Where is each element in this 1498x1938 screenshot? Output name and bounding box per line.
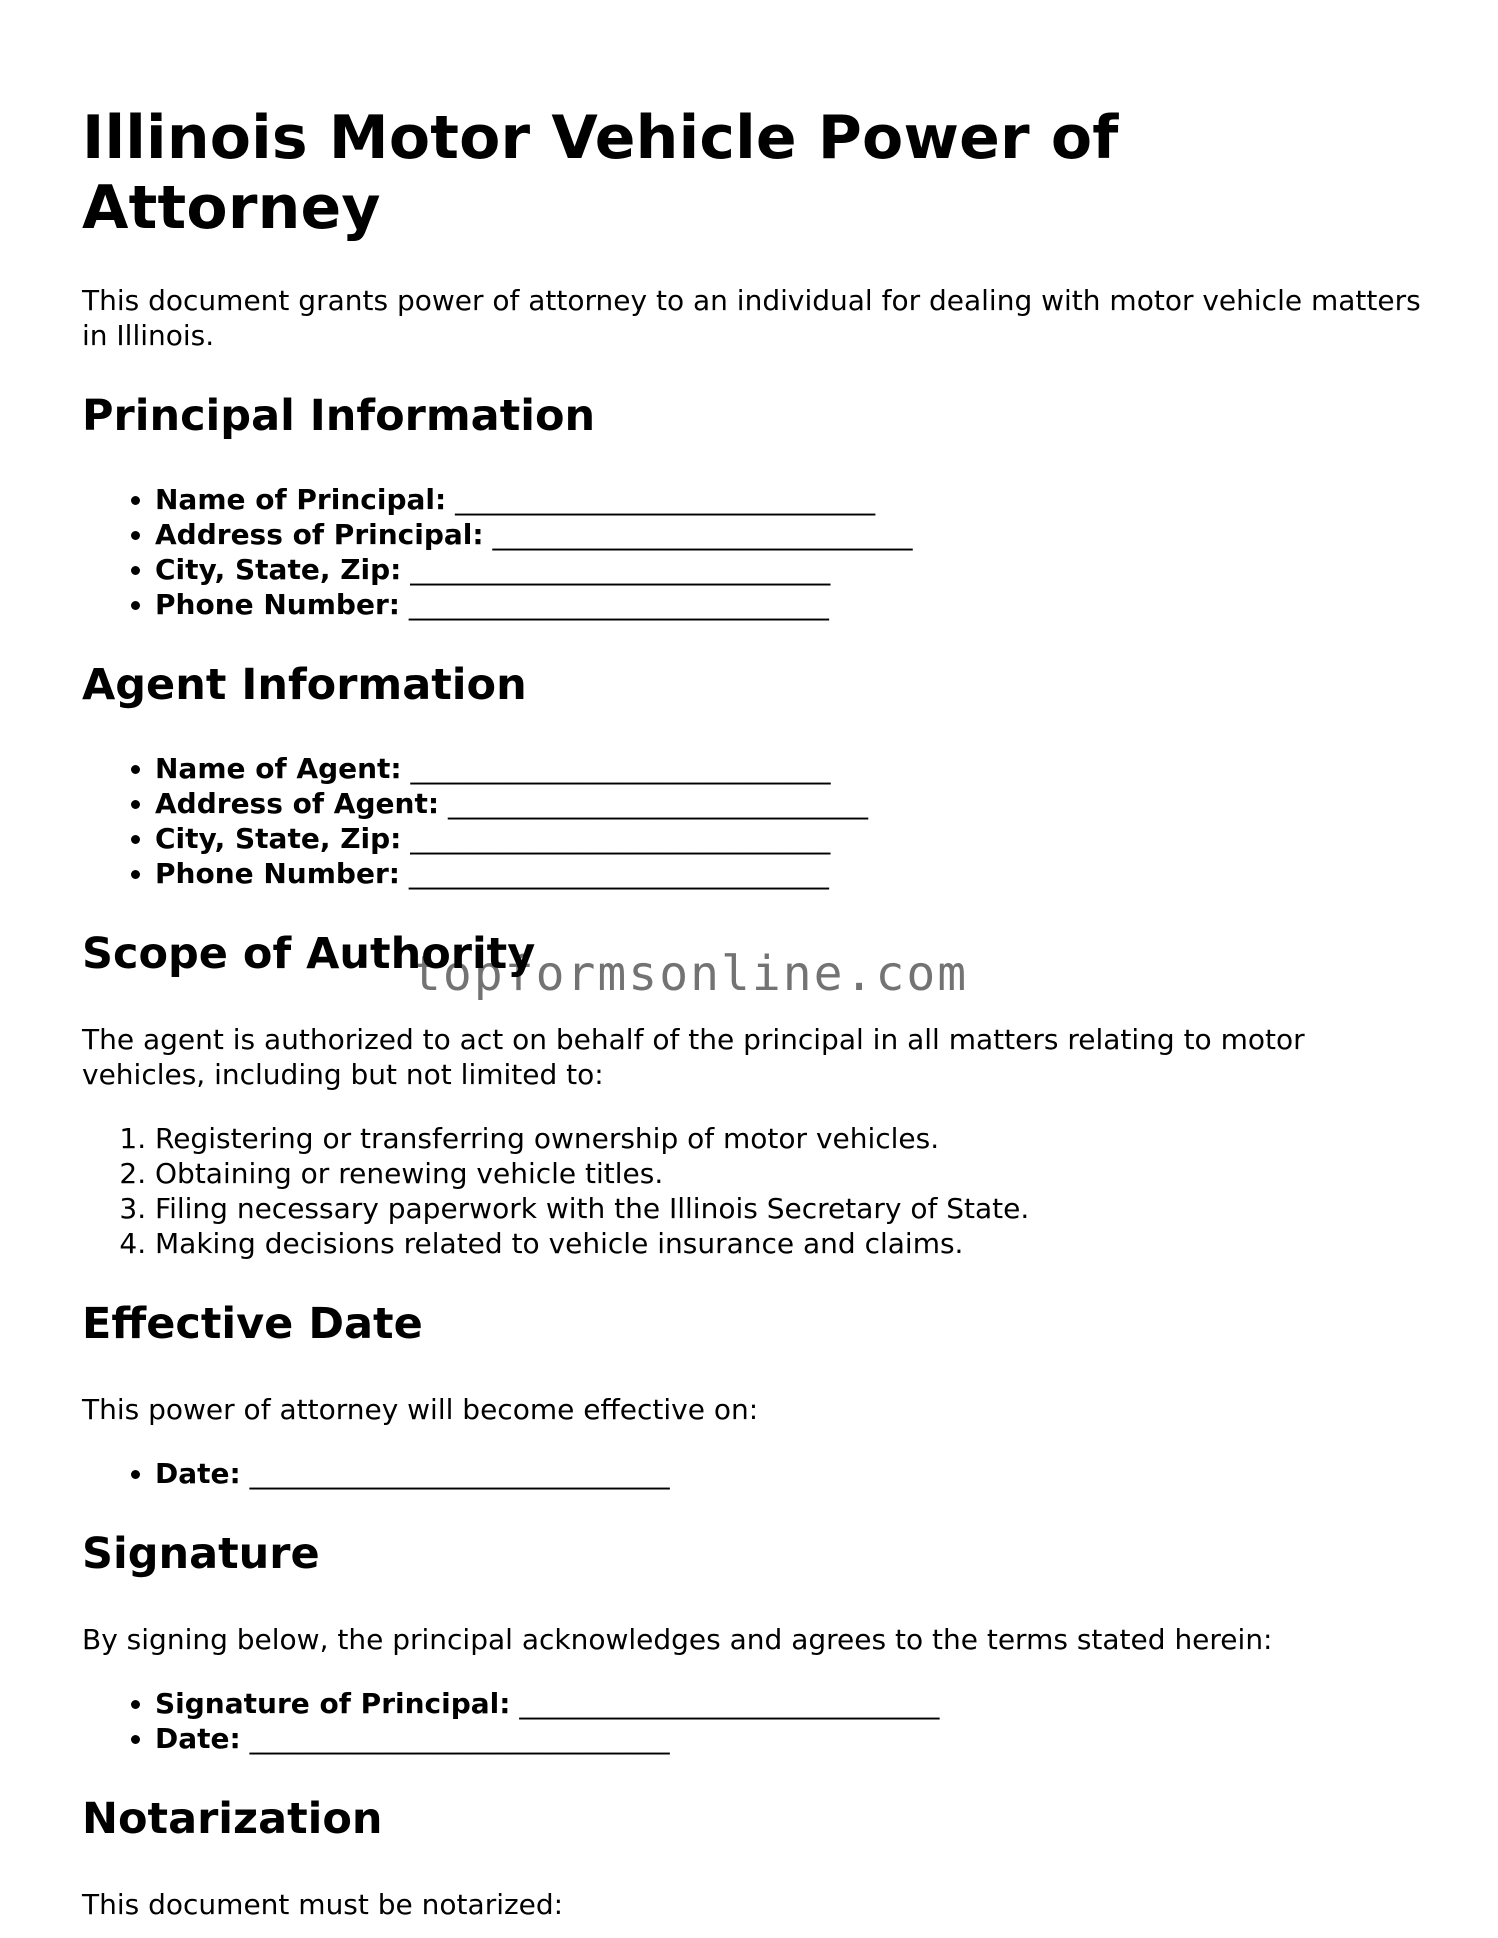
watermark: topformsonline.com bbox=[412, 946, 969, 1002]
effective-date-field bbox=[155, 1456, 1422, 1491]
principal-city-field bbox=[155, 552, 1422, 587]
fill-blank[interactable]: ______________________________ bbox=[410, 822, 831, 855]
field-label: Phone Number: bbox=[155, 857, 400, 890]
field-label: Name of Principal: bbox=[155, 483, 447, 516]
notarization-heading: Notarization bbox=[82, 1794, 383, 1844]
scope-item: 2. Obtaining or renewing vehicle titles. bbox=[155, 1156, 1422, 1191]
fill-blank[interactable]: ______________________________ bbox=[408, 857, 829, 890]
fill-blank[interactable]: ______________________________ bbox=[249, 1722, 670, 1755]
effective-date-paragraph: This power of attorney will become effective on: bbox=[82, 1393, 759, 1426]
scope-item: 3. Filing necessary paperwork with the Illinois Secretary of State. bbox=[155, 1191, 1422, 1226]
document-title: Illinois Motor Vehicle Power of Attorney bbox=[82, 103, 1119, 243]
signature-heading: Signature bbox=[82, 1529, 320, 1579]
fill-blank[interactable]: ______________________________ bbox=[410, 752, 831, 785]
agent-phone-field bbox=[155, 856, 1422, 891]
agent-city-field bbox=[155, 821, 1422, 856]
field-label: City, State, Zip: bbox=[155, 822, 402, 855]
principal-address-field bbox=[155, 517, 1422, 552]
effective-date-heading: Effective Date bbox=[82, 1299, 423, 1349]
field-label: Signature of Principal: bbox=[155, 1687, 511, 1720]
fill-blank[interactable]: ______________________________ bbox=[249, 1457, 670, 1490]
agent-heading: Agent Information bbox=[82, 660, 527, 710]
field-label: Date: bbox=[155, 1722, 241, 1755]
signature-principal-field bbox=[155, 1686, 1422, 1721]
scope-paragraph: The agent is authorized to act on behalf of the principal in all matters relating to motor vehicles, including but not limited to: bbox=[82, 1023, 1305, 1091]
fill-blank[interactable]: ______________________________ bbox=[408, 588, 829, 621]
field-label: Phone Number: bbox=[155, 588, 400, 621]
notarization-paragraph: This document must be notarized: bbox=[82, 1888, 564, 1921]
principal-heading: Principal Information bbox=[82, 391, 596, 441]
scope-items-list bbox=[82, 1121, 1422, 1261]
agent-fields-list bbox=[82, 751, 1422, 891]
fill-blank[interactable]: ______________________________ bbox=[492, 518, 913, 551]
field-label: Date: bbox=[155, 1457, 241, 1490]
document-page bbox=[82, 0, 1422, 1922]
signature-date-field bbox=[155, 1721, 1422, 1756]
scope-item: 4. Making decisions related to vehicle insurance and claims. bbox=[155, 1226, 1422, 1261]
signature-fields-list bbox=[82, 1686, 1422, 1756]
field-label: Address of Agent: bbox=[155, 787, 440, 820]
agent-address-field bbox=[155, 786, 1422, 821]
scope-heading: Scope of Authority bbox=[82, 929, 536, 979]
fill-blank[interactable]: ______________________________ bbox=[455, 483, 876, 516]
fill-blank[interactable]: ______________________________ bbox=[519, 1687, 940, 1720]
agent-name-field bbox=[155, 751, 1422, 786]
intro-paragraph: This document grants power of attorney to an individual for dealing with motor vehicle matters in Illinois. bbox=[82, 284, 1421, 352]
principal-phone-field bbox=[155, 587, 1422, 622]
field-label: Name of Agent: bbox=[155, 752, 402, 785]
principal-name-field bbox=[155, 482, 1422, 517]
field-label: City, State, Zip: bbox=[155, 553, 402, 586]
effective-fields-list bbox=[82, 1456, 1422, 1491]
fill-blank[interactable]: ______________________________ bbox=[447, 787, 868, 820]
fill-blank[interactable]: ______________________________ bbox=[410, 553, 831, 586]
field-label: Address of Principal: bbox=[155, 518, 484, 551]
scope-item: 1. Registering or transferring ownership of motor vehicles. bbox=[155, 1121, 1422, 1156]
principal-fields-list bbox=[82, 482, 1422, 622]
signature-paragraph: By signing below, the principal acknowledges and agrees to the terms stated herein: bbox=[82, 1623, 1273, 1656]
